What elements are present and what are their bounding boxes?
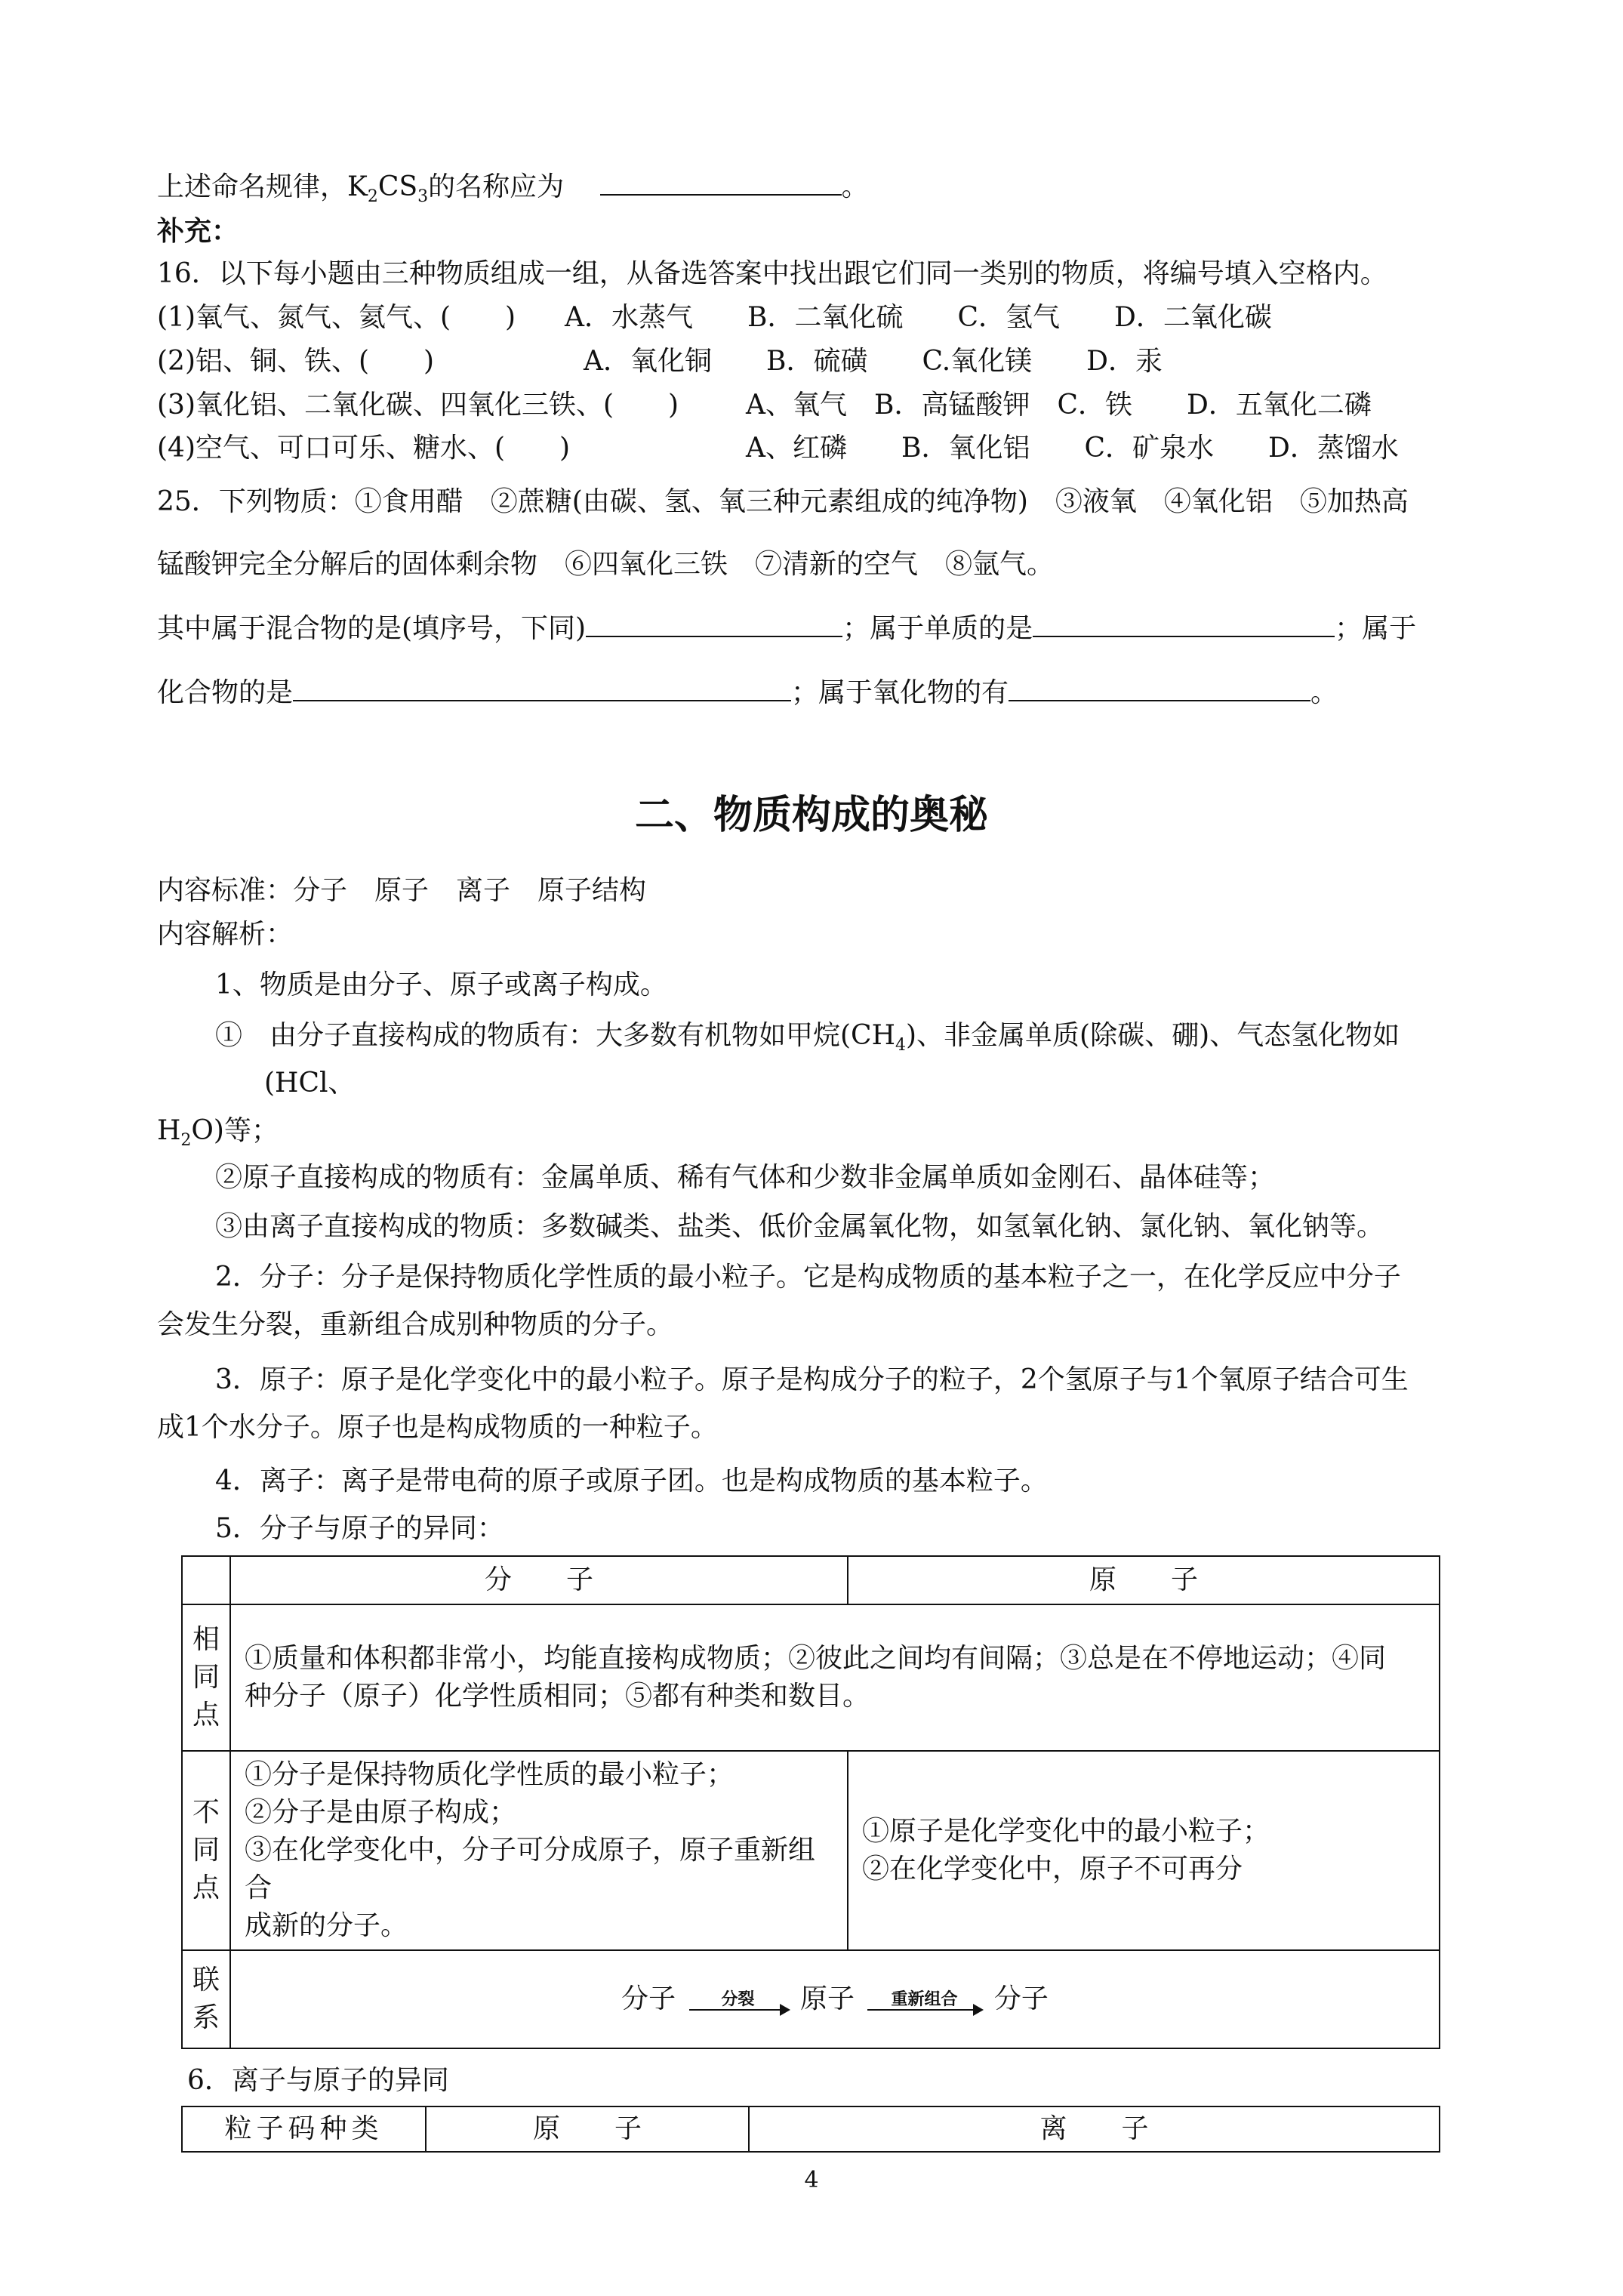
arrow-shaft	[689, 2009, 787, 2011]
diff-line: ②在化学变化中，原子不可再分	[862, 1854, 1243, 1885]
q16-row-1	[157, 299, 1272, 337]
q16-row-stem: (4)空气、可口可乐、糖水、( )	[157, 433, 571, 464]
row-label: 不同点	[192, 1797, 220, 1903]
diff-line: ②分子是由原子构成；	[245, 1797, 517, 1828]
diff-line: 成新的分子。	[245, 1910, 408, 1941]
text: )、非金属单质(除碳、硼)、气态氢化物如	[906, 1020, 1400, 1051]
naming-rule-line	[157, 168, 869, 216]
text: ① 由分子直接构成的物质有：大多数有机物如甲烷(CH	[215, 1020, 895, 1051]
row-diff	[182, 1751, 230, 1950]
para-4: 4．离子：离子是带电荷的原子或原子团。也是构成物质的基本粒子。	[215, 1465, 1048, 1496]
para-1a-cont: (HCl、	[264, 1068, 356, 1099]
punct: 。	[841, 171, 869, 202]
diff-line: ①原子是化学变化中的最小粒子；	[862, 1816, 1270, 1847]
q25-line-2: 锰酸钾完全分解后的固体剩余物 ⑥四氧化三铁 ⑦清新的空气 ⑧氩气。	[157, 549, 1055, 580]
recombine-arrow	[867, 1991, 981, 2011]
naming-suffix: 的名称应为	[428, 171, 565, 202]
q25-compound-label-start: ；属于	[1335, 613, 1417, 644]
answer-blank-compound[interactable]	[293, 674, 791, 701]
q16-row-options: A、氧气 B．高锰酸钾 C．铁 D．五氧化二磷	[746, 390, 1372, 421]
same-line: ①质量和体积都非常小，均能直接构成物质；②彼此之间均有间隔；③总是在不停地运动；④同	[245, 1643, 1387, 1674]
col-particle-type: 粒子码种类	[182, 2106, 426, 2152]
q16-row-options: A．氧化铜 B．硫磺 C.氧化镁 D．汞	[584, 346, 1163, 377]
same-line: 种分子（原子）化学性质相同；⑤都有种类和数目。	[245, 1681, 870, 1712]
para-1a	[215, 1017, 1400, 1065]
answer-blank[interactable]	[600, 168, 842, 196]
q16-row-4	[157, 430, 1399, 467]
q16-row-stem: (1)氧气、氮气、氦气、( )	[157, 302, 516, 333]
punct: 。	[1310, 677, 1338, 708]
para-5: 5．分子与原子的异同：	[215, 1513, 504, 1544]
col-atom: 原 子	[848, 1556, 1440, 1604]
para-6: 6．离子与原子的异同	[187, 2065, 449, 2096]
answer-blank-oxide[interactable]	[1009, 674, 1310, 701]
arrow-label: 分裂	[721, 1990, 755, 2009]
diff-molecule	[230, 1751, 848, 1950]
page-number: 4	[804, 2167, 819, 2193]
col-molecule: 分 子	[230, 1556, 848, 1604]
q25-line-4	[157, 674, 1338, 712]
same-points	[230, 1604, 1440, 1751]
para-1b: ②原子直接构成的物质有：金属单质、稀有气体和少数非金属单质如金刚石、晶体硅等；	[215, 1162, 1276, 1193]
text: O)等；	[191, 1115, 279, 1146]
link-diagram	[230, 1950, 1440, 2048]
row-label: 联系	[192, 1965, 220, 2033]
subscript: 2	[180, 1131, 192, 1151]
table-corner	[182, 1556, 230, 1604]
q25-mixture-label: 其中属于混合物的是(填序号，下同)	[157, 613, 587, 644]
q16-stem: 16．以下每小题由三种物质组成一组，从备选答案中找出跟它们同一类别的物质，将编号填入空格内。	[157, 258, 1387, 289]
subscript: 4	[895, 1036, 906, 1056]
para-1: 1、物质是由分子、原子或离子构成。	[215, 969, 667, 1000]
q25-element-label: ；属于单质的是	[842, 613, 1033, 644]
row-link	[182, 1950, 230, 2048]
para-2-line1: 2．分子：分子是保持物质化学性质的最小粒子。它是构成物质的基本粒子之一，在化学反应中分子	[215, 1262, 1401, 1293]
molecule-atom-table	[181, 1555, 1440, 2049]
subscript: 3	[417, 187, 429, 207]
q25-line-1: 25．下列物质：①食用醋 ②蔗糖(由碳、氢、氧三种元素组成的纯净物) ③液氧 ④氧化铝 ⑤加热高	[157, 486, 1409, 517]
link-atom: 原子	[799, 1983, 855, 2014]
content-analysis: 内容解析：	[157, 919, 294, 950]
naming-prefix: 上述命名规律，K	[157, 171, 368, 202]
supplement-label: 补充：	[157, 215, 239, 247]
diff-line: ③在化学变化中，分子可分成原子，原子重新组合	[245, 1835, 816, 1903]
col-atom: 原 子	[426, 2106, 749, 2152]
q16-row-stem: (2)铝、铜、铁、( )	[157, 346, 435, 377]
diff-atom	[848, 1751, 1440, 1950]
para-1c: ③由离子直接构成的物质：多数碱类、盐类、低价金属氧化物，如氢氧化钠、氯化钠、氧化钠等。	[215, 1211, 1384, 1242]
q25-oxide-label: ；属于氧化物的有	[791, 677, 1009, 708]
row-same	[182, 1604, 230, 1751]
content-standard: 内容标准：分子 原子 离子 原子结构	[157, 875, 647, 906]
row-label: 相同点	[192, 1624, 220, 1730]
ion-atom-table	[181, 2106, 1440, 2153]
arrow-shaft	[867, 2009, 981, 2011]
q25-line-3	[157, 610, 1416, 648]
answer-blank-element[interactable]	[1033, 610, 1335, 637]
link-molecule: 分子	[621, 1983, 676, 2014]
q25-compound-label: 化合物的是	[157, 677, 294, 708]
q16-row-stem: (3)氧化铝、二氧化碳、四氧化三铁、( )	[157, 390, 679, 421]
formula-part: CS	[377, 171, 418, 202]
section-title: 二、物质构成的奥秘	[634, 793, 988, 838]
para-1a-end	[157, 1112, 279, 1160]
diff-line: ①分子是保持物质化学性质的最小粒子；	[245, 1759, 735, 1790]
q16-row-options: A、红磷 B．氧化铝 C．矿泉水 D．蒸馏水	[746, 433, 1399, 464]
col-ion: 离 子	[749, 2106, 1440, 2152]
q16-row-3	[157, 387, 1372, 424]
arrow-label: 重新组合	[891, 1990, 958, 2009]
split-arrow	[689, 1991, 787, 2011]
answer-blank-mixture[interactable]	[586, 610, 842, 637]
text: H	[157, 1115, 181, 1146]
q16-row-2	[157, 343, 1163, 381]
para-3-line2: 成1个水分子。原子也是构成物质的一种粒子。	[157, 1412, 718, 1443]
link-molecule: 分子	[993, 1983, 1049, 2014]
para-2-line2: 会发生分裂，重新组合成别种物质的分子。	[157, 1309, 674, 1340]
para-3-line1: 3．原子：原子是化学变化中的最小粒子。原子是构成分子的粒子，2个氢原子与1个氧原子结合可生	[215, 1364, 1409, 1395]
q16-row-options: A．水蒸气 B．二氧化硫 C．氢气 D．二氧化碳	[565, 302, 1272, 333]
subscript: 2	[367, 187, 378, 207]
